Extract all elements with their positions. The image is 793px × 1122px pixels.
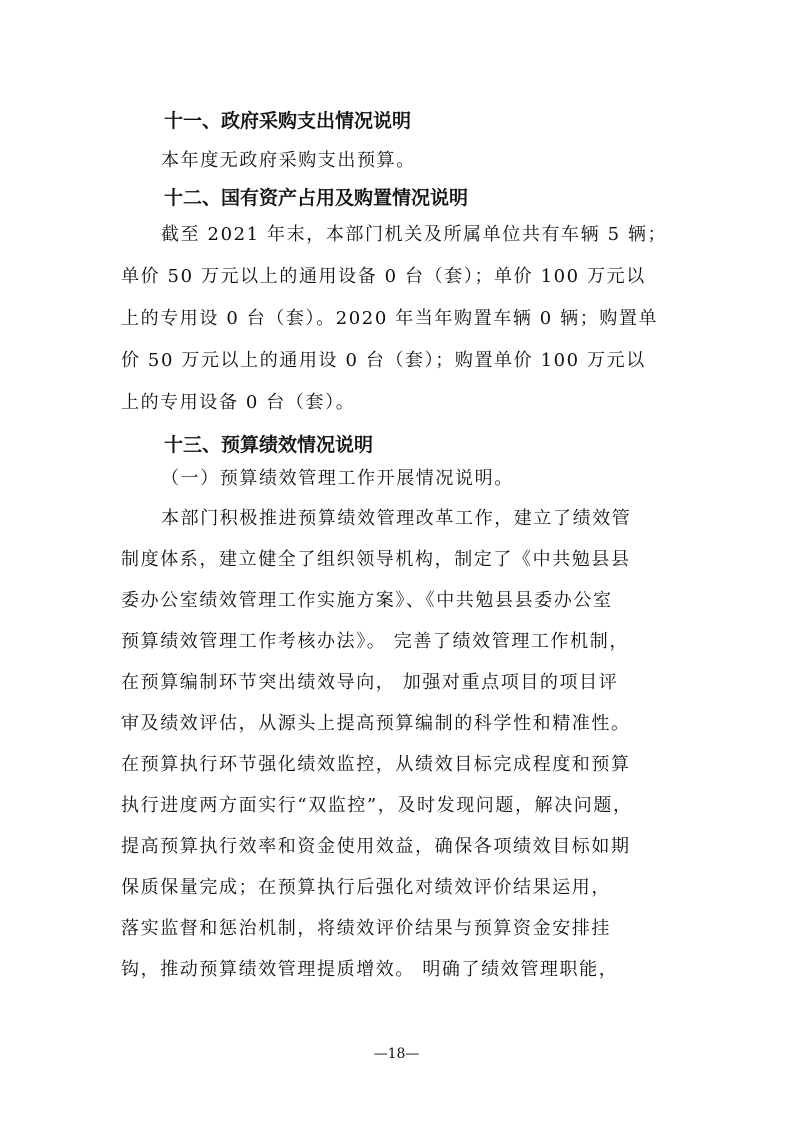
section-12-line-5: 上的专用设备 0 台（套）。 <box>121 392 356 413</box>
section-12-line-1: 截至 2021 年末，本部门机关及所属单位共有车辆 5 辆； <box>161 224 668 245</box>
section-13-line-10: 保质保量完成；在预算执行后强化对绩效评价结果运用， <box>121 877 611 898</box>
section-11-heading: 十一、政府采购支出情况说明 <box>164 110 412 132</box>
section-13-line-4: 预算绩效管理工作考核办法》。 完善了绩效管理工作机制， <box>121 631 629 652</box>
section-13-subheading: （一）预算绩效管理工作开展情况说明。 <box>161 468 514 489</box>
page-number: —18— <box>373 1046 420 1062</box>
section-12-line-2: 单价 50 万元以上的通用设备 0 台（套）；单价 100 万元以 <box>121 266 646 287</box>
section-13-line-9: 提高预算执行效率和资金使用效益，确保各项绩效目标如期 <box>121 836 631 857</box>
section-13-line-12: 钩，推动预算绩效管理提质增效。 明确了绩效管理职能， <box>121 959 619 980</box>
section-12-heading: 十二、国有资产占用及购置情况说明 <box>164 187 469 209</box>
section-13-line-6: 审及绩效评估，从源头上提高预算编制的科学性和精准性。 <box>121 713 631 734</box>
section-11-text: 本年度无政府采购支出预算。 <box>161 150 416 171</box>
section-13-line-5: 在预算编制环节突出绩效导向， 加强对重点项目的项目评 <box>121 672 619 693</box>
section-13-heading: 十三、预算绩效情况说明 <box>164 434 374 456</box>
section-13-line-1: 本部门积极推进预算绩效管理改革工作，建立了绩效管 <box>161 508 632 529</box>
section-12-line-4: 价 50 万元以上的通用设 0 台（套）；购置单价 100 万元以 <box>121 350 646 371</box>
section-13-line-11: 落实监督和惩治机制，将绩效评价结果与预算资金安排挂 <box>121 918 611 939</box>
section-12-line-3: 上的专用设 0 台（套）。2020 年当年购置车辆 0 辆；购置单 <box>121 308 659 329</box>
section-13-line-2: 制度体系，建立健全了组织领导机构，制定了《中共勉县县 <box>121 549 631 570</box>
section-13-line-8: 执行进度两方面实行“双监控”，及时发现问题，解决问题， <box>121 795 633 816</box>
section-13-line-7: 在预算执行环节强化绩效监控，从绩效目标完成程度和预算 <box>121 754 631 775</box>
section-13-line-3: 委办公室绩效管理工作实施方案》、《中共勉县县委办公室 <box>121 590 613 611</box>
